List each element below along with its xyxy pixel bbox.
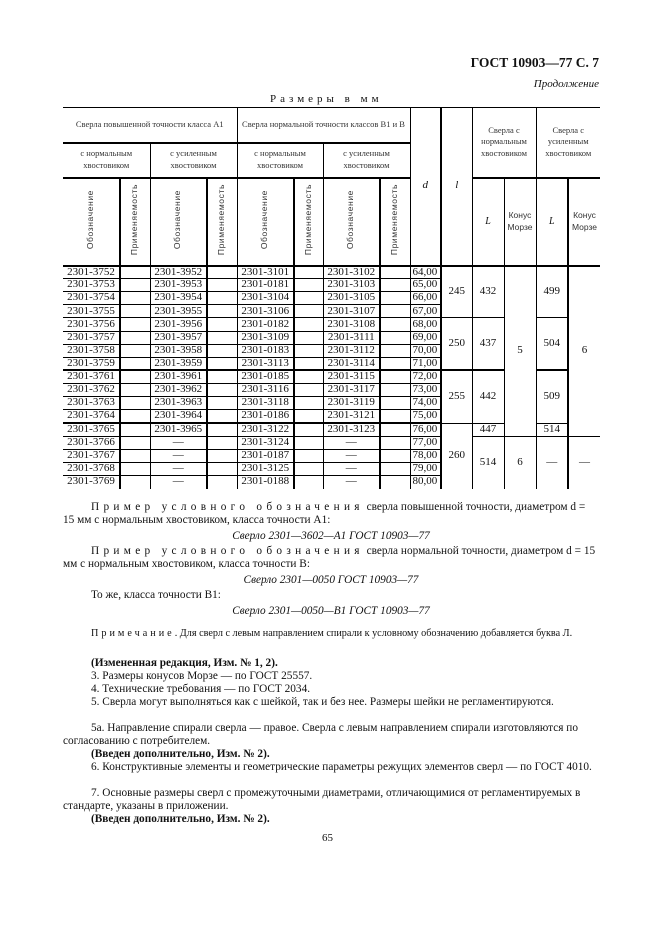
cell-a1_r: 2301-3958	[150, 344, 207, 357]
paragraph-4: 4. Технические требования — по ГОСТ 2034.	[91, 683, 311, 695]
cell-applicability	[207, 292, 237, 305]
cell-applicability	[207, 410, 237, 423]
cell-L-normal: 432	[472, 266, 504, 318]
cell-a1_n: 2301-3765	[63, 423, 120, 436]
cell-applicability	[380, 397, 410, 410]
col-applicability: Применяемость	[302, 184, 313, 256]
cell-applicability	[120, 397, 150, 410]
paragraph-3: 3. Размеры конусов Морзе — по ГОСТ 25557.	[91, 670, 313, 682]
cell-applicability	[380, 279, 410, 292]
cell-applicability	[380, 292, 410, 305]
cell-b_r: 2301-3123	[323, 423, 380, 436]
cell-d: 66,00	[410, 292, 441, 305]
cell-a1_n: 2301-3761	[63, 370, 120, 383]
cell-L-normal: 514	[472, 436, 504, 488]
amendment-2: (Введен дополнительно, Изм. № 2).	[91, 748, 270, 760]
cell-a1_r: 2301-3952	[150, 266, 207, 279]
cell-b_r: 2301-3107	[323, 305, 380, 318]
col-L-normal: L	[472, 178, 504, 266]
cell-d: 73,00	[410, 384, 441, 397]
cell-L-normal: 447	[472, 423, 504, 436]
paragraph-5: 5. Сверла могут выполняться как с шейкой, так и без нее. Размеры шейки не регламентируются.	[91, 696, 554, 708]
cell-a1_n: 2301-3756	[63, 318, 120, 331]
cell-applicability	[120, 462, 150, 475]
cell-b_r: 2301-3121	[323, 410, 380, 423]
cell-applicability	[380, 370, 410, 383]
cell-b_n: 2301-3104	[237, 292, 294, 305]
cell-applicability	[207, 266, 237, 279]
col-applicability: Применяемость	[389, 184, 400, 256]
cell-applicability	[380, 331, 410, 344]
cell-a1_n: 2301-3754	[63, 292, 120, 305]
continuation-label: Продолжение	[533, 78, 599, 90]
cell-b_n: 2301-3122	[237, 423, 294, 436]
cell-applicability	[294, 305, 323, 318]
cell-b_n: 2301-3118	[237, 397, 294, 410]
drills-normal-header: Сверла с нормальным хвостовиком	[472, 108, 536, 178]
col-designation: Обозначение	[85, 190, 96, 250]
cell-applicability	[294, 279, 323, 292]
cell-applicability	[207, 449, 237, 462]
group-a1-header: Сверла повышенной точности класса А1	[63, 108, 237, 143]
cell-l: 260	[441, 423, 472, 489]
cell-applicability	[207, 436, 237, 449]
cell-a1_n: 2301-3763	[63, 397, 120, 410]
example-3-code: Сверло 2301—0050—В1 ГОСТ 10903—77	[232, 605, 430, 617]
cell-a1_n: 2301-3753	[63, 279, 120, 292]
b-normal-shank: с нормальным хвостовиком	[237, 143, 323, 178]
cell-a1_r: —	[150, 462, 207, 475]
cell-applicability	[207, 397, 237, 410]
cell-applicability	[120, 279, 150, 292]
paragraph-7: 7. Основные размеры сверл с промежуточными диаметрами, отличающимися от регламентируемых в стандарте, указаны в приложении.	[63, 787, 581, 813]
cell-applicability	[207, 370, 237, 383]
cell-applicability	[294, 344, 323, 357]
col-morse-reinforced: Конус Морзе	[571, 209, 598, 232]
cell-d: 65,00	[410, 279, 441, 292]
cell-b_r: 2301-3112	[323, 344, 380, 357]
cell-applicability	[294, 318, 323, 331]
table-row	[63, 266, 600, 279]
cell-d: 69,00	[410, 331, 441, 344]
cell-b_r: —	[323, 449, 380, 462]
cell-applicability	[380, 384, 410, 397]
cell-b_n: 2301-0188	[237, 476, 294, 489]
cell-a1_n: 2301-3759	[63, 357, 120, 370]
cell-applicability	[120, 436, 150, 449]
cell-b_r: 2301-3114	[323, 357, 380, 370]
a1-normal-shank: с нормальным хвостовиком	[63, 143, 150, 178]
cell-d: 68,00	[410, 318, 441, 331]
a1-reinforced-shank: с усиленным хвостовиком	[150, 143, 237, 178]
cell-d: 72,00	[410, 370, 441, 383]
example-1-code: Сверло 2301—3602—А1 ГОСТ 10903—77	[232, 530, 430, 542]
cell-applicability	[380, 476, 410, 489]
cell-b_n: 2301-3101	[237, 266, 294, 279]
cell-applicability	[207, 476, 237, 489]
cell-b_n: 2301-3106	[237, 305, 294, 318]
cell-a1_r: 2301-3963	[150, 397, 207, 410]
paragraph-6: 6. Конструктивные элементы и геометрические параметры режущих элементов сверл — по ГОСТ 4010.	[91, 761, 592, 773]
cell-d: 70,00	[410, 344, 441, 357]
cell-b_n: 2301-3113	[237, 357, 294, 370]
cell-applicability	[120, 423, 150, 436]
cell-d: 80,00	[410, 476, 441, 489]
cell-a1_r: —	[150, 449, 207, 462]
b-reinforced-shank: с усиленным хвостовиком	[323, 143, 410, 178]
cell-d: 71,00	[410, 357, 441, 370]
cell-d: 78,00	[410, 449, 441, 462]
cell-b_n: 2301-3125	[237, 462, 294, 475]
cell-applicability	[120, 292, 150, 305]
cell-b_n: 2301-0181	[237, 279, 294, 292]
cell-a1_r: 2301-3957	[150, 331, 207, 344]
col-l-header: l	[441, 108, 472, 266]
cell-applicability	[380, 266, 410, 279]
cell-a1_n: 2301-3768	[63, 462, 120, 475]
cell-applicability	[380, 305, 410, 318]
cell-a1_r: 2301-3953	[150, 279, 207, 292]
cell-b_n: 2301-3116	[237, 384, 294, 397]
note	[63, 627, 599, 640]
cell-b_r: 2301-3108	[323, 318, 380, 331]
cell-a1_r: —	[150, 436, 207, 449]
table-row	[63, 436, 600, 449]
cell-b_r: 2301-3103	[323, 279, 380, 292]
cell-b_r: 2301-3111	[323, 331, 380, 344]
cell-applicability	[120, 305, 150, 318]
example-text: сверла повышенной точности, диаметром d = 15 мм с нормальным хвостовиком, класса точности А1:	[63, 501, 586, 527]
cell-applicability	[380, 449, 410, 462]
cell-L-reinforced: 499	[536, 266, 568, 318]
cell-b_r: —	[323, 462, 380, 475]
cell-applicability	[294, 476, 323, 489]
group-b-header: Сверла нормальной точности классов В1 и В	[237, 108, 410, 143]
cell-applicability	[207, 344, 237, 357]
cell-L-normal: 442	[472, 370, 504, 423]
cell-a1_r: 2301-3956	[150, 318, 207, 331]
cell-l: 255	[441, 370, 472, 423]
col-applicability: Применяемость	[216, 184, 227, 256]
cell-l: 250	[441, 318, 472, 370]
cell-a1_n: 2301-3769	[63, 476, 120, 489]
cell-d: 77,00	[410, 436, 441, 449]
cell-b_r: 2301-3115	[323, 370, 380, 383]
cell-applicability	[120, 384, 150, 397]
cell-b_n: 2301-0186	[237, 410, 294, 423]
cell-morse-reinforced: —	[568, 436, 600, 488]
cell-applicability	[294, 384, 323, 397]
cell-a1_n: 2301-3755	[63, 305, 120, 318]
cell-morse-reinforced-merged: 6	[568, 266, 600, 437]
cell-a1_r: 2301-3962	[150, 384, 207, 397]
cell-applicability	[207, 318, 237, 331]
cell-applicability	[207, 305, 237, 318]
cell-applicability	[294, 423, 323, 436]
cell-d: 64,00	[410, 266, 441, 279]
example-text: сверла нормальной точности, диаметром d = 15 мм с нормальным хвостовиком, класса точности В:	[63, 545, 596, 571]
example-label: Пример условного обозначения	[91, 545, 364, 557]
cell-b_r: 2301-3119	[323, 397, 380, 410]
document-header: ГОСТ 10903—77 С. 7	[470, 55, 599, 70]
units-caption: Размеры в мм	[270, 93, 383, 105]
example-3: То же, класса точности В1:	[91, 589, 221, 601]
cell-a1_n: 2301-3762	[63, 384, 120, 397]
cell-applicability	[294, 370, 323, 383]
col-designation: Обозначение	[259, 190, 270, 250]
example-1	[63, 501, 599, 527]
cell-applicability	[380, 318, 410, 331]
cell-a1_r: —	[150, 476, 207, 489]
cell-applicability	[207, 279, 237, 292]
amendment-3: (Введен дополнительно, Изм. № 2).	[91, 813, 270, 825]
cell-L-reinforced: 504	[536, 318, 568, 370]
cell-b_r: 2301-3117	[323, 384, 380, 397]
cell-applicability	[207, 423, 237, 436]
cell-applicability	[207, 357, 237, 370]
note-label: Примечание	[91, 628, 175, 639]
cell-applicability	[380, 344, 410, 357]
cell-applicability	[380, 436, 410, 449]
cell-a1_n: 2301-3764	[63, 410, 120, 423]
cell-applicability	[294, 449, 323, 462]
cell-morse-normal: 6	[504, 436, 536, 488]
cell-applicability	[207, 331, 237, 344]
amendment-1: (Измененная редакция, Изм. № 1, 2).	[91, 657, 278, 669]
cell-applicability	[294, 292, 323, 305]
cell-applicability	[120, 331, 150, 344]
cell-d: 74,00	[410, 397, 441, 410]
cell-a1_r: 2301-3965	[150, 423, 207, 436]
cell-morse-normal-merged: 5	[504, 266, 536, 437]
cell-a1_r: 2301-3954	[150, 292, 207, 305]
cell-a1_n: 2301-3767	[63, 449, 120, 462]
example-label: Пример условного обозначения	[91, 501, 364, 513]
example-2-code: Сверло 2301—0050 ГОСТ 10903—77	[243, 574, 419, 586]
cell-a1_n: 2301-3758	[63, 344, 120, 357]
cell-applicability	[294, 410, 323, 423]
col-designation: Обозначение	[345, 190, 356, 250]
col-designation: Обозначение	[172, 190, 183, 250]
cell-l: 245	[441, 266, 472, 318]
cell-a1_n: 2301-3752	[63, 266, 120, 279]
note-text: . Для сверл с левым направлением спирали к условному обозначению добавляется буква Л.	[174, 628, 573, 639]
cell-b_n: 2301-0183	[237, 344, 294, 357]
cell-a1_n: 2301-3766	[63, 436, 120, 449]
cell-b_n: 2301-3109	[237, 331, 294, 344]
cell-L-reinforced: —	[536, 436, 568, 488]
cell-d: 79,00	[410, 462, 441, 475]
cell-b_r: 2301-3102	[323, 266, 380, 279]
col-applicability: Применяемость	[129, 184, 140, 256]
cell-b_n: 2301-0185	[237, 370, 294, 383]
cell-L-reinforced: 509	[536, 370, 568, 423]
example-2	[63, 545, 599, 571]
cell-d: 67,00	[410, 305, 441, 318]
cell-applicability	[294, 436, 323, 449]
cell-applicability	[380, 462, 410, 475]
page-number: 65	[322, 832, 333, 844]
cell-applicability	[294, 331, 323, 344]
col-L-reinforced: L	[536, 178, 568, 266]
cell-applicability	[120, 370, 150, 383]
cell-applicability	[380, 410, 410, 423]
cell-applicability	[120, 318, 150, 331]
cell-L-reinforced: 514	[536, 423, 568, 436]
drills-reinforced-header: Сверла с усиленным хвостовиком	[536, 108, 600, 178]
cell-applicability	[120, 344, 150, 357]
cell-b_n: 2301-3124	[237, 436, 294, 449]
cell-applicability	[120, 357, 150, 370]
cell-d: 76,00	[410, 423, 441, 436]
cell-d: 75,00	[410, 410, 441, 423]
cell-b_r: —	[323, 436, 380, 449]
cell-a1_n: 2301-3757	[63, 331, 120, 344]
paragraph-5a: 5а. Направление спирали сверла — правое. Сверла с левым направлением спирали изготовляются по согласованию с потребителем.	[63, 722, 578, 748]
cell-a1_r: 2301-3961	[150, 370, 207, 383]
col-d-header: d	[410, 108, 441, 266]
cell-applicability	[120, 410, 150, 423]
cell-b_n: 2301-0187	[237, 449, 294, 462]
cell-b_n: 2301-0182	[237, 318, 294, 331]
cell-applicability	[207, 384, 237, 397]
cell-applicability	[294, 462, 323, 475]
cell-a1_r: 2301-3959	[150, 357, 207, 370]
cell-b_r: —	[323, 476, 380, 489]
cell-applicability	[120, 449, 150, 462]
cell-applicability	[120, 476, 150, 489]
cell-applicability	[380, 423, 410, 436]
cell-applicability	[380, 357, 410, 370]
cell-b_r: 2301-3105	[323, 292, 380, 305]
cell-applicability	[294, 357, 323, 370]
drill-dimensions-table	[63, 107, 600, 489]
col-morse-normal: Конус Морзе	[504, 178, 536, 266]
cell-applicability	[207, 462, 237, 475]
cell-applicability	[120, 266, 150, 279]
cell-applicability	[294, 266, 323, 279]
cell-L-normal: 437	[472, 318, 504, 370]
cell-a1_r: 2301-3955	[150, 305, 207, 318]
cell-a1_r: 2301-3964	[150, 410, 207, 423]
cell-applicability	[294, 397, 323, 410]
